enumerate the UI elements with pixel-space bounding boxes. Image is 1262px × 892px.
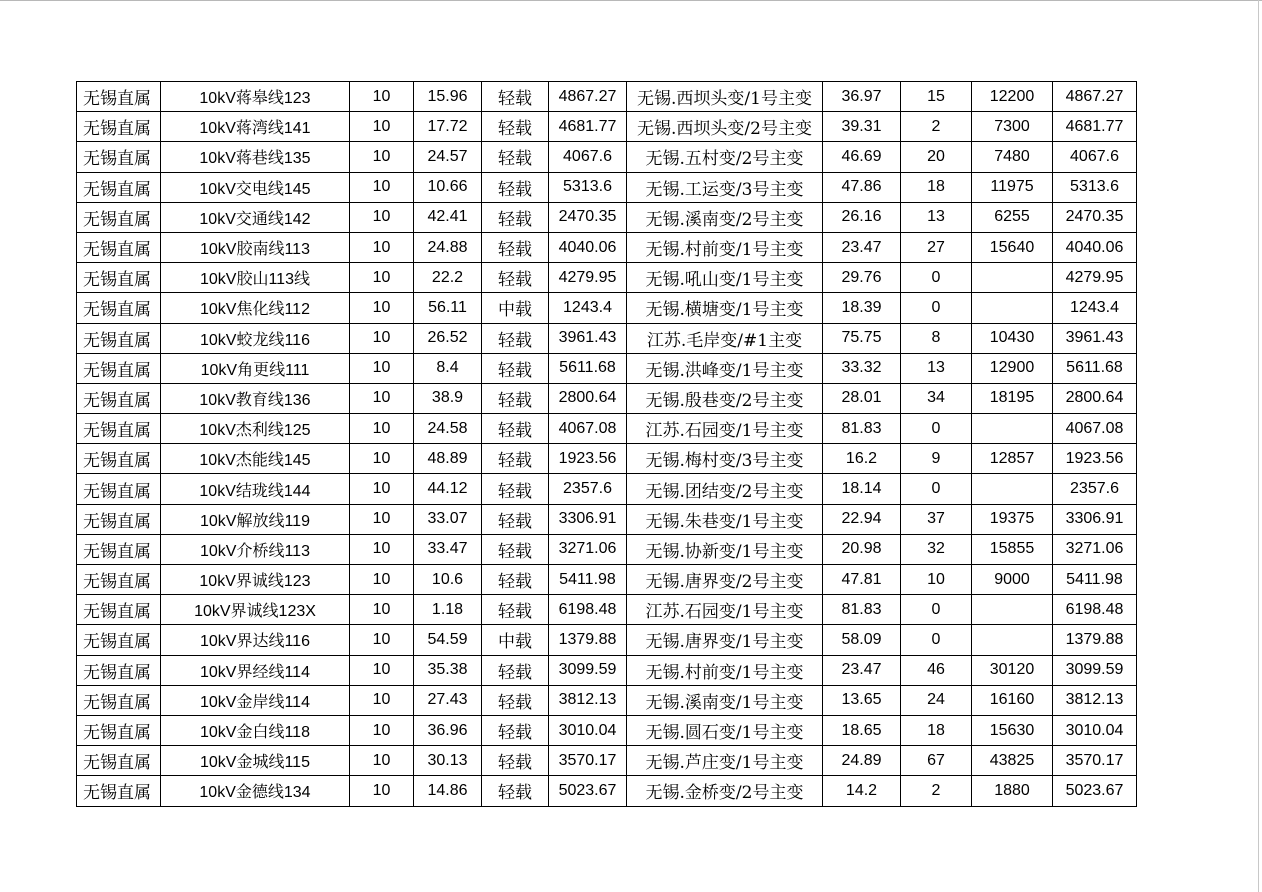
capacity-cell: 3570.17: [549, 746, 627, 776]
total-capacity-cell: 19375: [972, 504, 1053, 534]
line-name-cell: 10kV介桥线113: [161, 534, 350, 564]
unit-cell: 无锡直属: [77, 746, 161, 776]
line-name-cell: 10kV解放线119: [161, 504, 350, 534]
load-status-cell: 轻载: [482, 323, 549, 353]
page-right-border: [1258, 0, 1259, 892]
table-row: [77, 353, 1137, 383]
voltage-cell: 10: [350, 776, 414, 806]
unit-cell: 无锡直属: [77, 293, 161, 323]
total-capacity-cell: 18195: [972, 383, 1053, 413]
transformer-load-cell: 18.65: [823, 715, 901, 745]
available-capacity-cell: 3306.91: [1053, 504, 1137, 534]
available-capacity-cell: 4040.06: [1053, 232, 1137, 262]
voltage-cell: 10: [350, 504, 414, 534]
count-cell: 0: [901, 293, 972, 323]
voltage-cell: 10: [350, 172, 414, 202]
transformer-load-cell: 20.98: [823, 534, 901, 564]
total-capacity-cell: [972, 474, 1053, 504]
capacity-cell: 3099.59: [549, 655, 627, 685]
transformer-load-cell: 14.2: [823, 776, 901, 806]
transformer-cell: 无锡.西坝头变/2号主变: [627, 112, 823, 142]
load-status-cell: 轻载: [482, 142, 549, 172]
voltage-cell: 10: [350, 232, 414, 262]
load-status-cell: 轻载: [482, 112, 549, 142]
total-capacity-cell: 12200: [972, 82, 1053, 112]
transformer-load-cell: 81.83: [823, 414, 901, 444]
capacity-cell: 5023.67: [549, 776, 627, 806]
load-status-cell: 轻载: [482, 172, 549, 202]
capacity-cell: 2357.6: [549, 474, 627, 504]
transformer-cell: 无锡.横塘变/1号主变: [627, 293, 823, 323]
transformer-load-cell: 39.31: [823, 112, 901, 142]
total-capacity-cell: 43825: [972, 746, 1053, 776]
voltage-cell: 10: [350, 746, 414, 776]
unit-cell: 无锡直属: [77, 715, 161, 745]
load-status-cell: 中载: [482, 625, 549, 655]
voltage-cell: 10: [350, 353, 414, 383]
voltage-cell: 10: [350, 565, 414, 595]
voltage-cell: 10: [350, 715, 414, 745]
unit-cell: 无锡直属: [77, 414, 161, 444]
available-capacity-cell: 3812.13: [1053, 685, 1137, 715]
transformer-cell: 江苏.毛岸变/#1主变: [627, 323, 823, 353]
unit-cell: 无锡直属: [77, 595, 161, 625]
available-capacity-cell: 3099.59: [1053, 655, 1137, 685]
available-capacity-cell: 1243.4: [1053, 293, 1137, 323]
available-capacity-cell: 3271.06: [1053, 534, 1137, 564]
count-cell: 8: [901, 323, 972, 353]
available-capacity-cell: 1379.88: [1053, 625, 1137, 655]
transformer-load-cell: 58.09: [823, 625, 901, 655]
transformer-cell: 无锡.溪南变/2号主变: [627, 202, 823, 232]
available-capacity-cell: 6198.48: [1053, 595, 1137, 625]
load-status-cell: 轻载: [482, 82, 549, 112]
transformer-load-cell: 23.47: [823, 655, 901, 685]
transformer-cell: 无锡.唐界变/1号主变: [627, 625, 823, 655]
load-status-cell: 轻载: [482, 202, 549, 232]
line-name-cell: 10kV结珑线144: [161, 474, 350, 504]
transformer-load-cell: 75.75: [823, 323, 901, 353]
unit-cell: 无锡直属: [77, 82, 161, 112]
line-name-cell: 10kV界诚线123: [161, 565, 350, 595]
available-capacity-cell: 5023.67: [1053, 776, 1137, 806]
count-cell: 0: [901, 414, 972, 444]
transformer-load-cell: 22.94: [823, 504, 901, 534]
count-cell: 0: [901, 625, 972, 655]
load-status-cell: 轻载: [482, 383, 549, 413]
load-status-cell: 轻载: [482, 776, 549, 806]
unit-cell: 无锡直属: [77, 625, 161, 655]
total-capacity-cell: [972, 293, 1053, 323]
load-rate-cell: 30.13: [414, 746, 482, 776]
total-capacity-cell: 6255: [972, 202, 1053, 232]
load-status-cell: 轻载: [482, 232, 549, 262]
table-row: [77, 323, 1137, 353]
load-rate-cell: 44.12: [414, 474, 482, 504]
load-rate-cell: 22.2: [414, 263, 482, 293]
line-name-cell: 10kV金德线134: [161, 776, 350, 806]
table-row: [77, 383, 1137, 413]
count-cell: 9: [901, 444, 972, 474]
line-name-cell: 10kV教育线136: [161, 383, 350, 413]
capacity-cell: 4067.08: [549, 414, 627, 444]
load-status-cell: 轻载: [482, 444, 549, 474]
transformer-cell: 无锡.村前变/1号主变: [627, 232, 823, 262]
voltage-cell: 10: [350, 474, 414, 504]
available-capacity-cell: 4681.77: [1053, 112, 1137, 142]
table-row: [77, 655, 1137, 685]
load-rate-cell: 8.4: [414, 353, 482, 383]
total-capacity-cell: 1880: [972, 776, 1053, 806]
unit-cell: 无锡直属: [77, 534, 161, 564]
transformer-cell: 无锡.殷巷变/2号主变: [627, 383, 823, 413]
transformer-cell: 无锡.溪南变/1号主变: [627, 685, 823, 715]
line-load-table: [76, 81, 1137, 807]
load-rate-cell: 24.88: [414, 232, 482, 262]
total-capacity-cell: 30120: [972, 655, 1053, 685]
transformer-cell: 无锡.洪峰变/1号主变: [627, 353, 823, 383]
load-status-cell: 轻载: [482, 595, 549, 625]
table-row: [77, 685, 1137, 715]
total-capacity-cell: 7300: [972, 112, 1053, 142]
count-cell: 0: [901, 595, 972, 625]
table-row: [77, 474, 1137, 504]
total-capacity-cell: 16160: [972, 685, 1053, 715]
table-row: [77, 293, 1137, 323]
voltage-cell: 10: [350, 414, 414, 444]
transformer-cell: 无锡.团结变/2号主变: [627, 474, 823, 504]
load-rate-cell: 15.96: [414, 82, 482, 112]
load-rate-cell: 48.89: [414, 444, 482, 474]
line-name-cell: 10kV蒋皋线123: [161, 82, 350, 112]
available-capacity-cell: 3961.43: [1053, 323, 1137, 353]
capacity-cell: 5611.68: [549, 353, 627, 383]
transformer-cell: 无锡.金桥变/2号主变: [627, 776, 823, 806]
transformer-cell: 无锡.朱巷变/1号主变: [627, 504, 823, 534]
unit-cell: 无锡直属: [77, 263, 161, 293]
count-cell: 37: [901, 504, 972, 534]
capacity-cell: 2800.64: [549, 383, 627, 413]
unit-cell: 无锡直属: [77, 444, 161, 474]
table-row: [77, 534, 1137, 564]
voltage-cell: 10: [350, 685, 414, 715]
load-status-cell: 轻载: [482, 534, 549, 564]
transformer-load-cell: 29.76: [823, 263, 901, 293]
load-rate-cell: 56.11: [414, 293, 482, 323]
count-cell: 24: [901, 685, 972, 715]
count-cell: 2: [901, 112, 972, 142]
load-status-cell: 中载: [482, 293, 549, 323]
transformer-cell: 无锡.工运变/3号主变: [627, 172, 823, 202]
transformer-cell: 无锡.吼山变/1号主变: [627, 263, 823, 293]
transformer-load-cell: 47.86: [823, 172, 901, 202]
available-capacity-cell: 2470.35: [1053, 202, 1137, 232]
count-cell: 18: [901, 172, 972, 202]
table-row: [77, 112, 1137, 142]
unit-cell: 无锡直属: [77, 353, 161, 383]
total-capacity-cell: 11975: [972, 172, 1053, 202]
total-capacity-cell: 10430: [972, 323, 1053, 353]
transformer-load-cell: 36.97: [823, 82, 901, 112]
load-rate-cell: 33.47: [414, 534, 482, 564]
voltage-cell: 10: [350, 142, 414, 172]
transformer-load-cell: 81.83: [823, 595, 901, 625]
line-name-cell: 10kV交电线145: [161, 172, 350, 202]
transformer-load-cell: 46.69: [823, 142, 901, 172]
unit-cell: 无锡直属: [77, 383, 161, 413]
transformer-load-cell: 13.65: [823, 685, 901, 715]
voltage-cell: 10: [350, 534, 414, 564]
voltage-cell: 10: [350, 82, 414, 112]
table-row: [77, 504, 1137, 534]
load-status-cell: 轻载: [482, 685, 549, 715]
load-status-cell: 轻载: [482, 474, 549, 504]
available-capacity-cell: 2800.64: [1053, 383, 1137, 413]
total-capacity-cell: 12857: [972, 444, 1053, 474]
count-cell: 0: [901, 263, 972, 293]
capacity-cell: 3010.04: [549, 715, 627, 745]
available-capacity-cell: 1923.56: [1053, 444, 1137, 474]
total-capacity-cell: 12900: [972, 353, 1053, 383]
unit-cell: 无锡直属: [77, 142, 161, 172]
available-capacity-cell: 4279.95: [1053, 263, 1137, 293]
table-row: [77, 414, 1137, 444]
line-name-cell: 10kV焦化线112: [161, 293, 350, 323]
table-row: [77, 595, 1137, 625]
count-cell: 10: [901, 565, 972, 595]
voltage-cell: 10: [350, 595, 414, 625]
transformer-load-cell: 47.81: [823, 565, 901, 595]
count-cell: 0: [901, 474, 972, 504]
capacity-cell: 4040.06: [549, 232, 627, 262]
capacity-cell: 4279.95: [549, 263, 627, 293]
table-row: [77, 746, 1137, 776]
table-row: [77, 444, 1137, 474]
unit-cell: 无锡直属: [77, 112, 161, 142]
transformer-load-cell: 23.47: [823, 232, 901, 262]
voltage-cell: 10: [350, 655, 414, 685]
page-top-border: [0, 0, 1262, 1]
load-rate-cell: 26.52: [414, 323, 482, 353]
unit-cell: 无锡直属: [77, 776, 161, 806]
load-rate-cell: 10.66: [414, 172, 482, 202]
table-row: [77, 232, 1137, 262]
total-capacity-cell: 7480: [972, 142, 1053, 172]
unit-cell: 无锡直属: [77, 202, 161, 232]
count-cell: 27: [901, 232, 972, 262]
load-rate-cell: 33.07: [414, 504, 482, 534]
transformer-cell: 无锡.五村变/2号主变: [627, 142, 823, 172]
load-rate-cell: 42.41: [414, 202, 482, 232]
capacity-cell: 3271.06: [549, 534, 627, 564]
count-cell: 20: [901, 142, 972, 172]
table-row: [77, 715, 1137, 745]
table-row: [77, 172, 1137, 202]
count-cell: 2: [901, 776, 972, 806]
total-capacity-cell: 15640: [972, 232, 1053, 262]
capacity-cell: 5313.6: [549, 172, 627, 202]
voltage-cell: 10: [350, 293, 414, 323]
total-capacity-cell: 9000: [972, 565, 1053, 595]
load-rate-cell: 38.9: [414, 383, 482, 413]
load-status-cell: 轻载: [482, 504, 549, 534]
line-name-cell: 10kV界经线114: [161, 655, 350, 685]
transformer-load-cell: 18.14: [823, 474, 901, 504]
count-cell: 34: [901, 383, 972, 413]
total-capacity-cell: [972, 625, 1053, 655]
unit-cell: 无锡直属: [77, 504, 161, 534]
line-name-cell: 10kV蛟龙线116: [161, 323, 350, 353]
load-rate-cell: 54.59: [414, 625, 482, 655]
capacity-cell: 1379.88: [549, 625, 627, 655]
table-row: [77, 202, 1137, 232]
available-capacity-cell: 4067.6: [1053, 142, 1137, 172]
capacity-cell: 3306.91: [549, 504, 627, 534]
voltage-cell: 10: [350, 202, 414, 232]
line-name-cell: 10kV金城线115: [161, 746, 350, 776]
count-cell: 32: [901, 534, 972, 564]
table-row: [77, 142, 1137, 172]
available-capacity-cell: 3570.17: [1053, 746, 1137, 776]
available-capacity-cell: 2357.6: [1053, 474, 1137, 504]
load-status-cell: 轻载: [482, 655, 549, 685]
capacity-cell: 3812.13: [549, 685, 627, 715]
line-name-cell: 10kV交通线142: [161, 202, 350, 232]
line-name-cell: 10kV界达线116: [161, 625, 350, 655]
unit-cell: 无锡直属: [77, 685, 161, 715]
line-name-cell: 10kV胶山113线: [161, 263, 350, 293]
available-capacity-cell: 5411.98: [1053, 565, 1137, 595]
transformer-cell: 无锡.村前变/1号主变: [627, 655, 823, 685]
table-body: [77, 82, 1137, 807]
unit-cell: 无锡直属: [77, 565, 161, 595]
line-name-cell: 10kV杰能线145: [161, 444, 350, 474]
line-name-cell: 10kV角更线111: [161, 353, 350, 383]
transformer-load-cell: 18.39: [823, 293, 901, 323]
count-cell: 46: [901, 655, 972, 685]
capacity-cell: 4867.27: [549, 82, 627, 112]
transformer-load-cell: 16.2: [823, 444, 901, 474]
capacity-cell: 4681.77: [549, 112, 627, 142]
transformer-cell: 无锡.圆石变/1号主变: [627, 715, 823, 745]
total-capacity-cell: [972, 414, 1053, 444]
table-row: [77, 565, 1137, 595]
table-row: [77, 263, 1137, 293]
transformer-cell: 无锡.芦庄变/1号主变: [627, 746, 823, 776]
capacity-cell: 1923.56: [549, 444, 627, 474]
transformer-cell: 无锡.唐界变/2号主变: [627, 565, 823, 595]
voltage-cell: 10: [350, 263, 414, 293]
transformer-load-cell: 33.32: [823, 353, 901, 383]
load-status-cell: 轻载: [482, 715, 549, 745]
total-capacity-cell: 15855: [972, 534, 1053, 564]
unit-cell: 无锡直属: [77, 323, 161, 353]
available-capacity-cell: 5313.6: [1053, 172, 1137, 202]
voltage-cell: 10: [350, 444, 414, 474]
line-name-cell: 10kV胶南线113: [161, 232, 350, 262]
unit-cell: 无锡直属: [77, 474, 161, 504]
load-status-cell: 轻载: [482, 414, 549, 444]
capacity-cell: 2470.35: [549, 202, 627, 232]
capacity-cell: 3961.43: [549, 323, 627, 353]
transformer-load-cell: 24.89: [823, 746, 901, 776]
load-rate-cell: 24.57: [414, 142, 482, 172]
total-capacity-cell: [972, 595, 1053, 625]
table-row: [77, 776, 1137, 806]
count-cell: 13: [901, 202, 972, 232]
load-rate-cell: 24.58: [414, 414, 482, 444]
available-capacity-cell: 4067.08: [1053, 414, 1137, 444]
voltage-cell: 10: [350, 323, 414, 353]
transformer-load-cell: 26.16: [823, 202, 901, 232]
count-cell: 15: [901, 82, 972, 112]
transformer-cell: 无锡.西坝头变/1号主变: [627, 82, 823, 112]
capacity-cell: 6198.48: [549, 595, 627, 625]
voltage-cell: 10: [350, 625, 414, 655]
available-capacity-cell: 4867.27: [1053, 82, 1137, 112]
table-row: [77, 625, 1137, 655]
total-capacity-cell: 15630: [972, 715, 1053, 745]
transformer-load-cell: 28.01: [823, 383, 901, 413]
line-name-cell: 10kV金岸线114: [161, 685, 350, 715]
load-status-cell: 轻载: [482, 353, 549, 383]
capacity-cell: 1243.4: [549, 293, 627, 323]
capacity-cell: 4067.6: [549, 142, 627, 172]
line-name-cell: 10kV蒋巷线135: [161, 142, 350, 172]
unit-cell: 无锡直属: [77, 655, 161, 685]
load-rate-cell: 1.18: [414, 595, 482, 625]
count-cell: 13: [901, 353, 972, 383]
transformer-cell: 江苏.石园变/1号主变: [627, 414, 823, 444]
count-cell: 18: [901, 715, 972, 745]
load-rate-cell: 27.43: [414, 685, 482, 715]
load-status-cell: 轻载: [482, 746, 549, 776]
transformer-cell: 江苏.石园变/1号主变: [627, 595, 823, 625]
transformer-cell: 无锡.梅村变/3号主变: [627, 444, 823, 474]
total-capacity-cell: [972, 263, 1053, 293]
load-rate-cell: 14.86: [414, 776, 482, 806]
transformer-cell: 无锡.协新变/1号主变: [627, 534, 823, 564]
available-capacity-cell: 5611.68: [1053, 353, 1137, 383]
unit-cell: 无锡直属: [77, 232, 161, 262]
load-rate-cell: 10.6: [414, 565, 482, 595]
unit-cell: 无锡直属: [77, 172, 161, 202]
line-name-cell: 10kV蒋湾线141: [161, 112, 350, 142]
load-rate-cell: 36.96: [414, 715, 482, 745]
voltage-cell: 10: [350, 112, 414, 142]
capacity-cell: 5411.98: [549, 565, 627, 595]
count-cell: 67: [901, 746, 972, 776]
line-name-cell: 10kV界诚线123X: [161, 595, 350, 625]
table-row: [77, 82, 1137, 112]
load-rate-cell: 35.38: [414, 655, 482, 685]
voltage-cell: 10: [350, 383, 414, 413]
load-rate-cell: 17.72: [414, 112, 482, 142]
available-capacity-cell: 3010.04: [1053, 715, 1137, 745]
line-name-cell: 10kV杰利线125: [161, 414, 350, 444]
load-status-cell: 轻载: [482, 263, 549, 293]
line-name-cell: 10kV金白线118: [161, 715, 350, 745]
load-status-cell: 轻载: [482, 565, 549, 595]
